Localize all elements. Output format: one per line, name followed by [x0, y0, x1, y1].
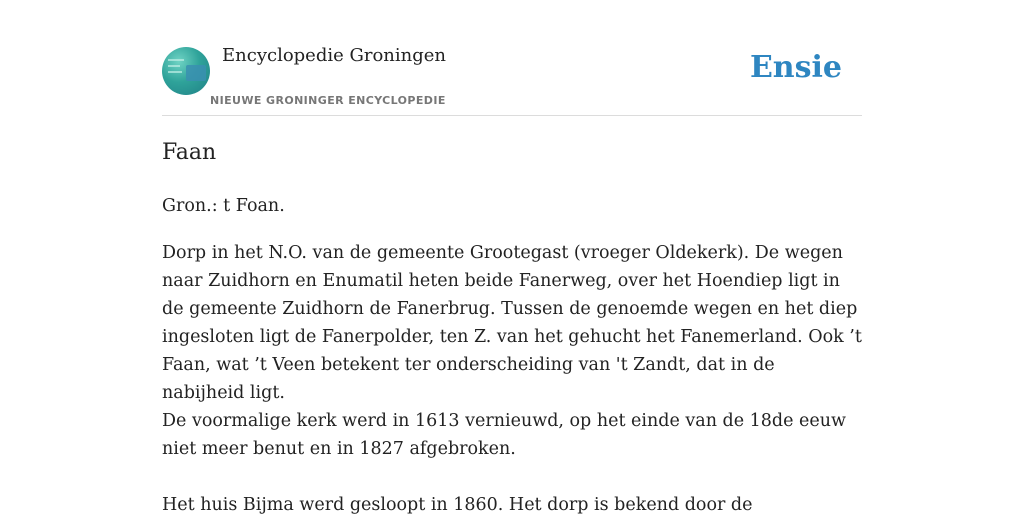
logo-detail [168, 71, 182, 73]
brand-logo-link[interactable]: Ensie [749, 50, 842, 85]
logo-detail [168, 59, 184, 61]
site-title[interactable]: Encyclopedie Groningen [222, 45, 447, 66]
article-title: Faan [162, 140, 217, 165]
site-logo[interactable] [162, 47, 210, 95]
article-paragraph: Het huis Bijma werd gesloopt in 1860. Het dorp is bekend door de [162, 495, 753, 515]
article-paragraph: Dorp in het N.O. van de gemeente Grootegast (vroeger Oldekerk). De wegen naar Zuidhorn en Enumatil heten beide Fanerweg, over het Hoendiep ligt in de gemeente Zuidhorn de Fanerbrug. Tussen de genoemde wegen en het diep ingesloten ligt de Fanerpolder, ten Z. van het gehucht het Fanemerland. Ook ’t Faan, wat ’t Veen betekent ter onderscheiding van 't Zandt, dat in de nabijheid ligt. [162, 243, 862, 403]
page [162, 0, 862, 515]
article-paragraph: De voormalige kerk werd in 1613 vernieuwd, op het einde van de 18de eeuw niet meer benut en in 1827 afgebroken. [162, 411, 847, 459]
logo-detail [168, 65, 180, 67]
article-paragraph: Gron.: t Foan. [162, 196, 285, 216]
logo-detail [186, 65, 206, 81]
site-header [162, 0, 862, 116]
site-subtitle: NIEUWE GRONINGER ENCYCLOPEDIE [210, 94, 446, 107]
